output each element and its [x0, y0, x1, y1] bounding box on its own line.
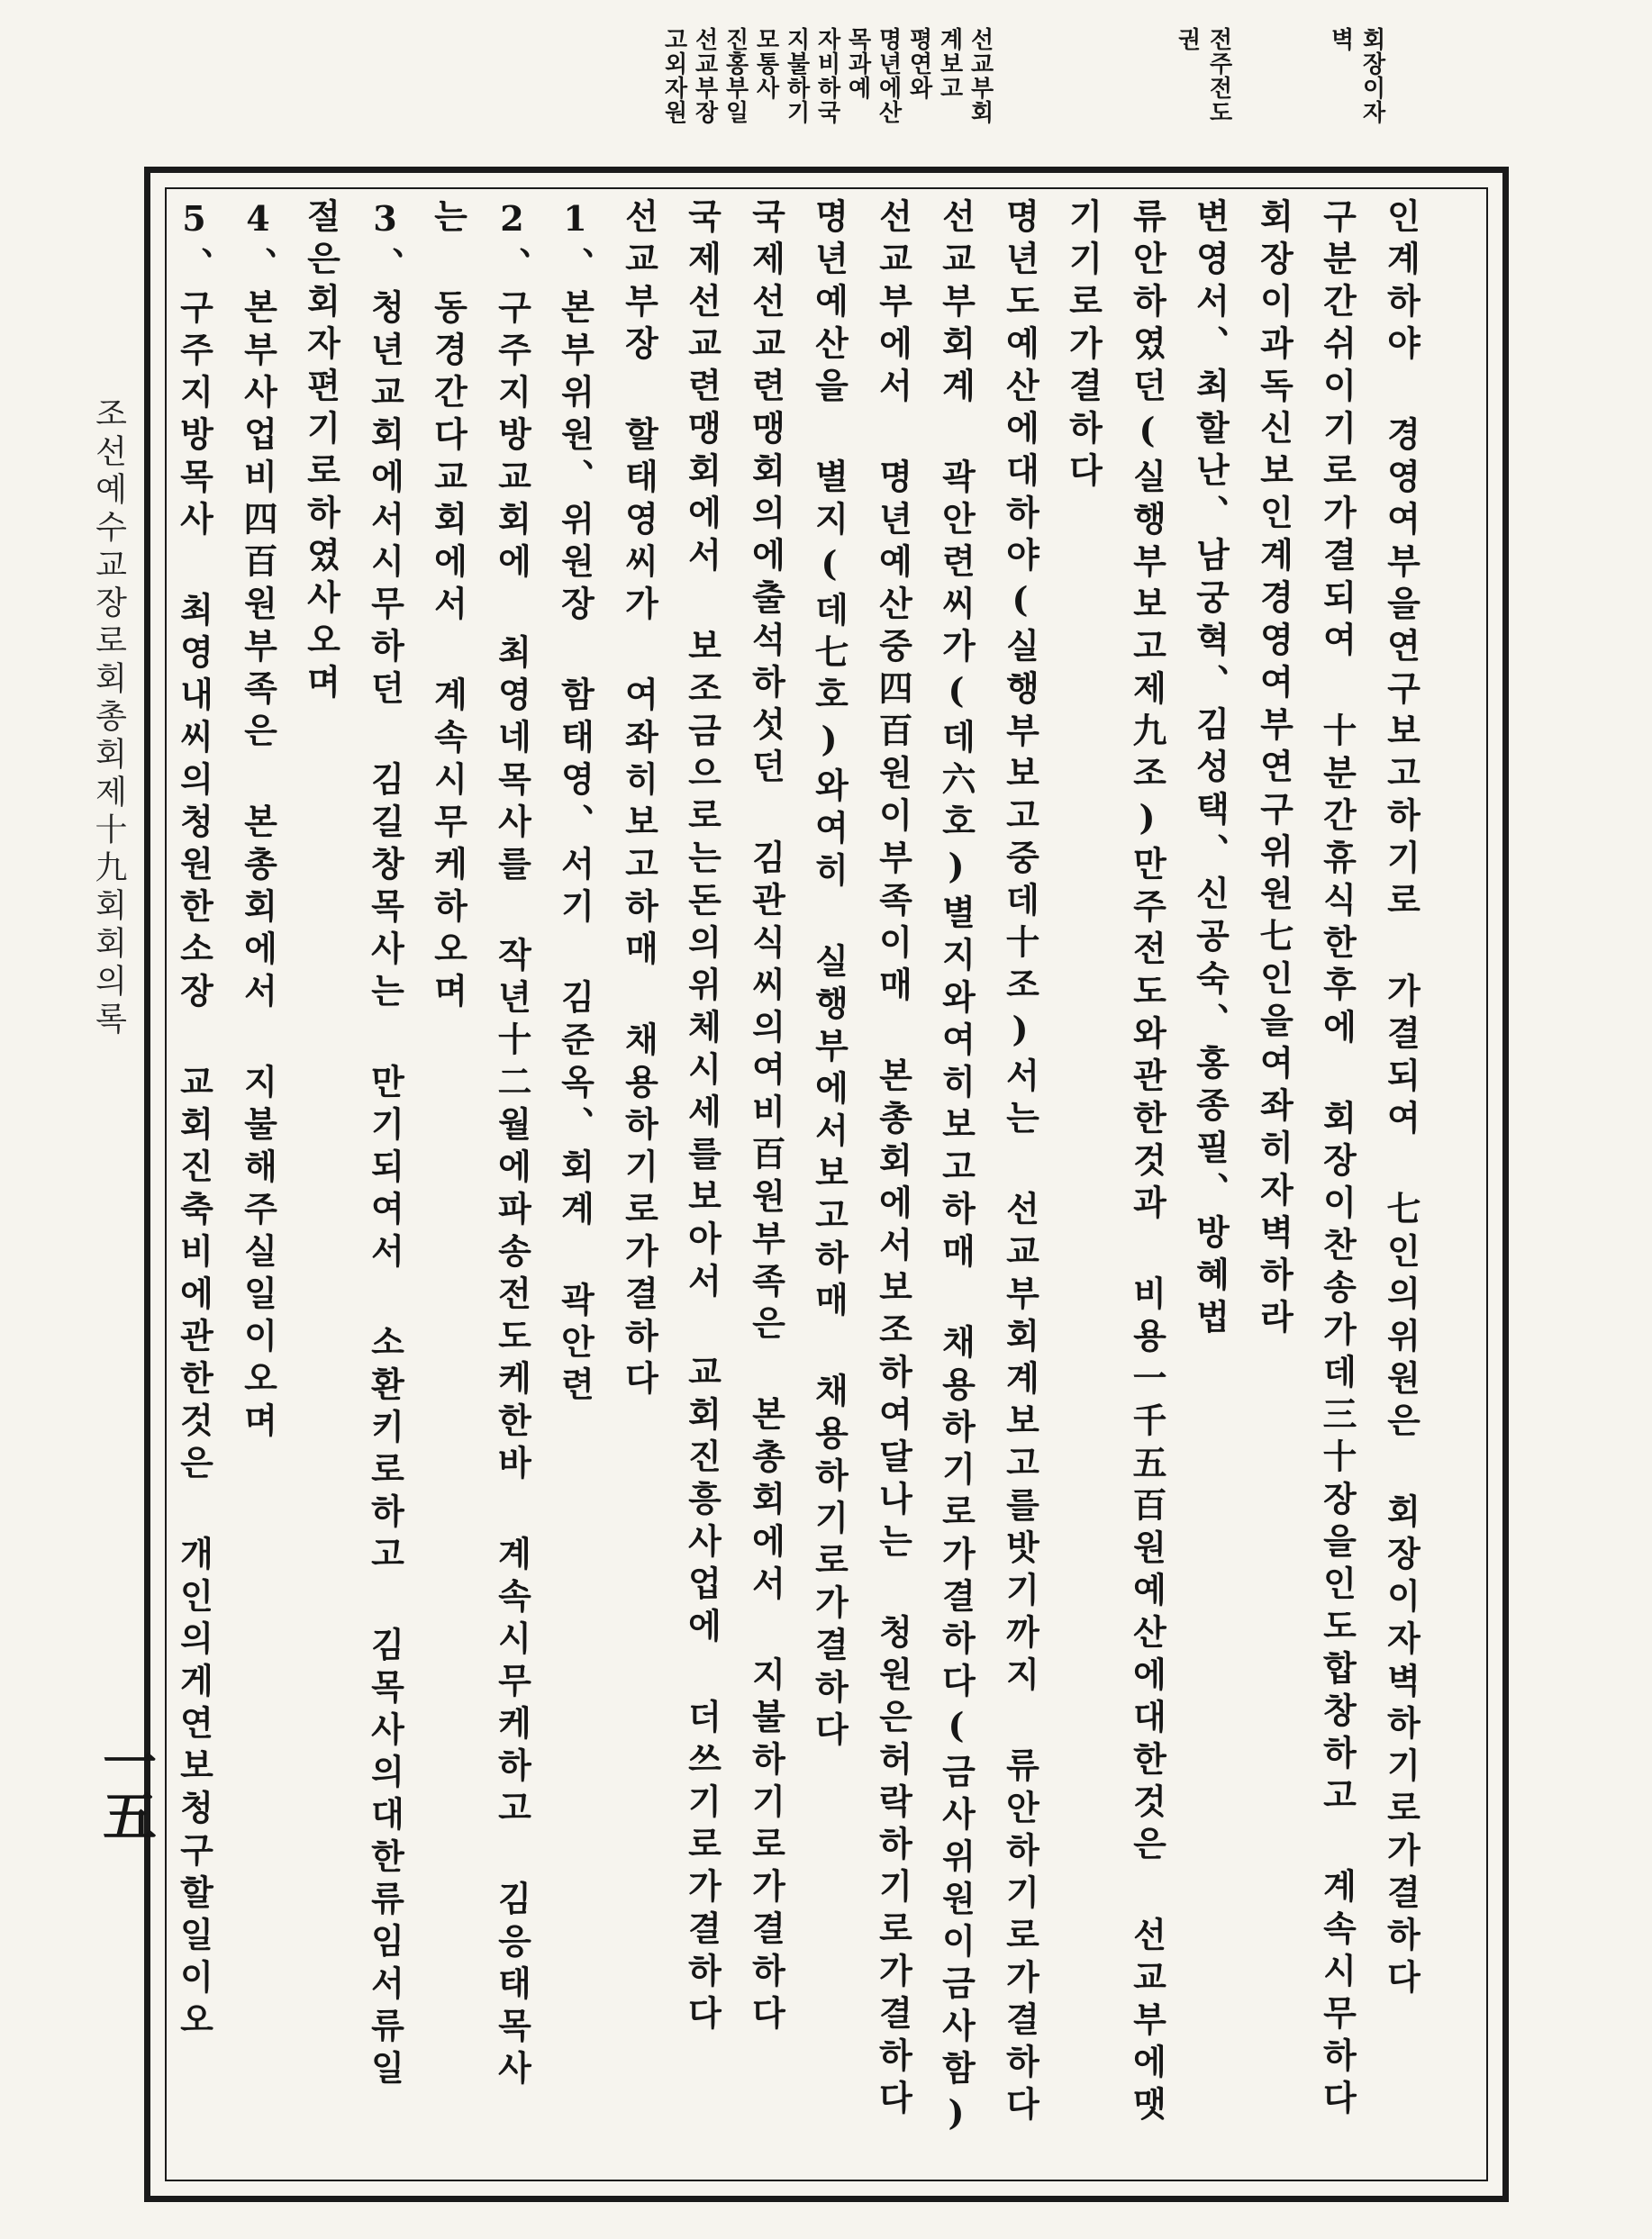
header-note-column: 회장이자 — [1358, 27, 1385, 124]
header-note-column: 권 — [1174, 27, 1201, 51]
body-line: 국제선교련맹회에서 보조금으로는돈의위체시세를보아서 교회진흥사업에 더쓰기로가결하다 — [682, 198, 722, 2037]
body-line: 류안하였던(실행부보고제九조)만주전도와관한것과 비용一千五百원예산에대한것은 선교부에맷 — [1127, 198, 1167, 2128]
body-line: 명년예산을 별지(데七호)와여히 실행부에서보고하매 채용하기로가결하다 — [809, 198, 849, 1754]
header-note-column: 명년에산 — [875, 27, 902, 124]
body-line: 구분간쉬이기로가결되여 十분간휴식한후에 회장이찬송가데三十장을인도합창하고 계속시무하다 — [1317, 198, 1357, 2122]
body-line: 2、구주지방교회에 최영네목사를 작년十二월에파송전도케한바 계속시무케하고 김응태목사 — [492, 198, 532, 2092]
body-line: 3、청년교회에서시무하던 김길창목사는 만기되여서 소환키로하고 김목사의대한류임서류일 — [365, 198, 405, 2092]
header-note-column: 평연와 — [905, 27, 932, 100]
body-line: 선교부에서 명년예산중四百원이부족이매 본총회에서보조하여달나는 청원은허락하기로가결하다 — [873, 198, 913, 2122]
header-note-column: 전주전도 — [1205, 27, 1232, 124]
body-line: 인계하야 경영여부을연구보고하기로 가결되여 七인의위원은 회장이자벽하기로가결하다 — [1381, 198, 1421, 2001]
body-line: 는 동경간다교회에서 계속시무케하오며 — [428, 198, 468, 1015]
header-notes-left — [631, 27, 994, 180]
side-title: 조선예수교장로회총회제十九회회의록 — [90, 396, 127, 1039]
body-line: 선교부회계 곽안련씨가(데六호)별지와여히보고하매 채용하기로가결하다(금사위원이금사함) — [936, 198, 976, 2141]
body-line: 5、구주지방목사 최영내씨의청원한소장 교회진축비에관한것은 개인의게연보청구할일이오 — [174, 198, 214, 2044]
page-number: 一五 — [94, 1734, 157, 1842]
body-line: 회장이과독신보인계경영여부연구위원七인을여좌히자벽하라 — [1254, 198, 1294, 1341]
body-line: 선교부장 할태영씨가 여좌히보고하매 채용하기로가결하다 — [619, 198, 659, 1402]
body-line: 4、본부사업비四百원부족은 본총회에서 지불해주실일이오며 — [238, 198, 278, 1445]
header-notes-right — [1153, 27, 1387, 180]
header-note-column: 계보고 — [936, 27, 963, 100]
header-note-column: 목과예 — [844, 27, 871, 100]
header-note-column: 진홍부일 — [722, 27, 749, 124]
body-line: 국제선교련맹회의에출석하섯던 김관식씨의여비百원부족은 본총회에서 지불하기로가결하다 — [746, 198, 786, 2037]
body-line: 1、본부위원、위원장 함태영、서기 김준옥、회계 곽안련 — [555, 198, 595, 1409]
header-note-column: 모통사 — [752, 27, 779, 100]
body-line: 변영서、최할난、남궁혁、김성택、신공숙、홍종필、방혜법 — [1190, 198, 1230, 1341]
body-line: 명년도예산에대하야(실행부보고중데十조)서는 선교부회계보고를밧기까지 류안하기로가결하다 — [1000, 198, 1040, 2128]
header-note-column: 벽 — [1327, 27, 1354, 51]
body-line: 절은회자편기로하였사오며 — [301, 198, 341, 706]
body-line: 기기로가결하다 — [1063, 198, 1103, 494]
header-note-column: 자비하국 — [813, 27, 840, 124]
header-note-column: 선교부회 — [967, 27, 994, 124]
header-note-column: 선교부장 — [691, 27, 718, 124]
header-note-column: 지불하기 — [783, 27, 810, 124]
header-note-column: 고외자원 — [660, 27, 687, 124]
